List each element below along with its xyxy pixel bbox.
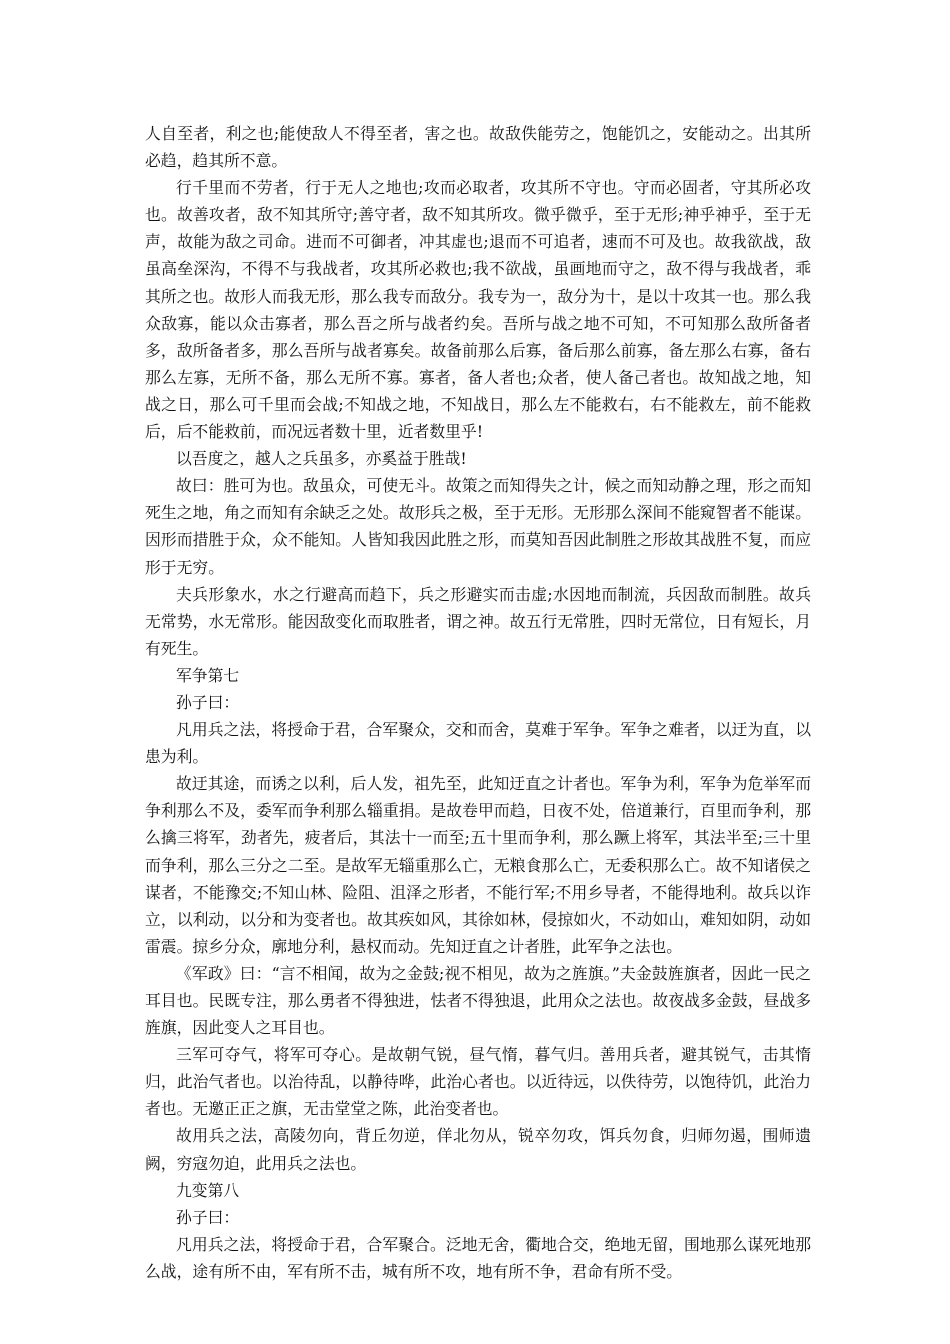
paragraph: 《军政》曰：“言不相闻，故为之金鼓;视不相见，故为之旌旗。”夫金鼓旌旗者，因此一民之耳目也。民既专注，那么勇者不得独进，怯者不得独退，此用众之法也。故夜战多金鼓，昼战多旌旗，因此变人之耳目也。 [145,963,811,1038]
paragraph: 以吾度之，越人之兵虽多，亦奚益于胜哉! [176,449,467,469]
paragraph: 孙子曰： [176,1207,240,1227]
paragraph: 凡用兵之法，将授命于君，合军聚合。泛地无舍，衢地合交，绝地无留，围地那么谋死地那么战，途有所不由，军有所不击，城有所不攻，地有所不争，君命有所不受。 [145,1234,811,1281]
paragraph: 三军可夺气，将军可夺心。是故朝气锐，昼气惰，暮气归。善用兵者，避其锐气，击其惰归，此治气者也。以治待乱，以静待哗，此治心者也。以近待远，以佚待劳，以饱待饥，此治力者也。无邀正正之旗，无击堂堂之陈，此治变者也。 [145,1045,811,1119]
paragraph: 故曰：胜可为也。敌虽众，可使无斗。故策之而知得失之计，候之而知动静之理，形之而知死生之地，角之而知有余缺乏之处。故形兵之极，至于无形。无形那么深间不能窥智者不能谋。因形而措胜于众，众不能知。人皆知我因此胜之形，而莫知吾因此制胜之形故其战胜不复，而应形于无穷。 [145,476,811,577]
paragraph: 孙子曰： [176,692,240,712]
paragraph: 行千里而不劳者，行于无人之地也;攻而必取者，攻其所不守也。守而必固者，守其所必攻也。故善攻者，敌不知其所守;善守者，敌不知其所攻。微乎微乎，至于无形;神乎神乎，至于无声，故能为敌之司命。进而不可御者，冲其虚也;退而不可追者，速而不可及也。故我欲战，敌虽高垒深沟，不得不与我战者，攻其所必救也;我不欲战，虽画地而守之，敌不得与我战者，乖其所之也。故形人而我无形，那么我专而敌分。我专为一，敌分为十，是以十攻其一也。那么我众敌寡，能以众击寡者，那么吾之所与战者约矣。吾所与战之地不可知，不可知那么敌所备者多，敌所备者多，那么吾所与战者寡矣。故备前那么后寡，备后那么前寡，备左那么右寡，备右那么左寡，无所不备，那么无所不寡。寡者，备人者也;众者，使人备己者也。故知战之地，知战之日，那么可千里而会战;不知战之地，不知战日，那么左不能救右，右不能救左，前不能救后，后不能救前，而况远者数十里，近者数里乎! [145,178,811,442]
paragraph: 凡用兵之法，将授命于君，合军聚众，交和而舍，莫难于军争。军争之难者，以迂为直，以患为利。 [145,720,811,767]
paragraph: 故用兵之法，高陵勿向，背丘勿逆，佯北勿从，锐卒勿攻，饵兵勿食，归师勿遏，围师遗阙，穷寇勿迫，此用兵之法也。 [145,1126,811,1173]
section-heading: 九变第八 [176,1180,240,1200]
paragraph: 夫兵形象水，水之行避高而趋下，兵之形避实而击虚;水因地而制流，兵因敌而制胜。故兵无常势，水无常形。能因敌变化而取胜者，谓之神。故五行无常胜，四时无常位，日有短长，月有死生。 [145,584,811,658]
paragraph: 故迂其途，而诱之以利，后人发，祖先至，此知迂直之计者也。军争为利，军争为危举军而争利那么不及，委军而争利那么辎重捐。是故卷甲而趋，日夜不处，倍道兼行，百里而争利，那么擒三将军，劲者先，疲者后，其法十一而至;五十里而争利，那么蹶上将军，其法半至;三十里而争利，那么三分之二至。是故军无辎重那么亡，无粮食那么亡，无委积那么亡。故不知诸侯之谋者，不能豫交;不知山林、险阻、沮泽之形者，不能行军;不用乡导者，不能得地利。故兵以诈立，以利动，以分和为变者也。故其疾如风，其徐如林，侵掠如火，不动如山，难知如阴，动如雷震。掠乡分众，廓地分利，悬权而动。先知迂直之计者胜，此军争之法也。 [145,774,811,956]
paragraph: 人自至者，利之也;能使敌人不得至者，害之也。故敌佚能劳之，饱能饥之，安能动之。出其所必趋，趋其所不意。 [145,124,811,171]
document-body [145,120,811,1285]
section-heading: 军争第七 [176,665,240,685]
